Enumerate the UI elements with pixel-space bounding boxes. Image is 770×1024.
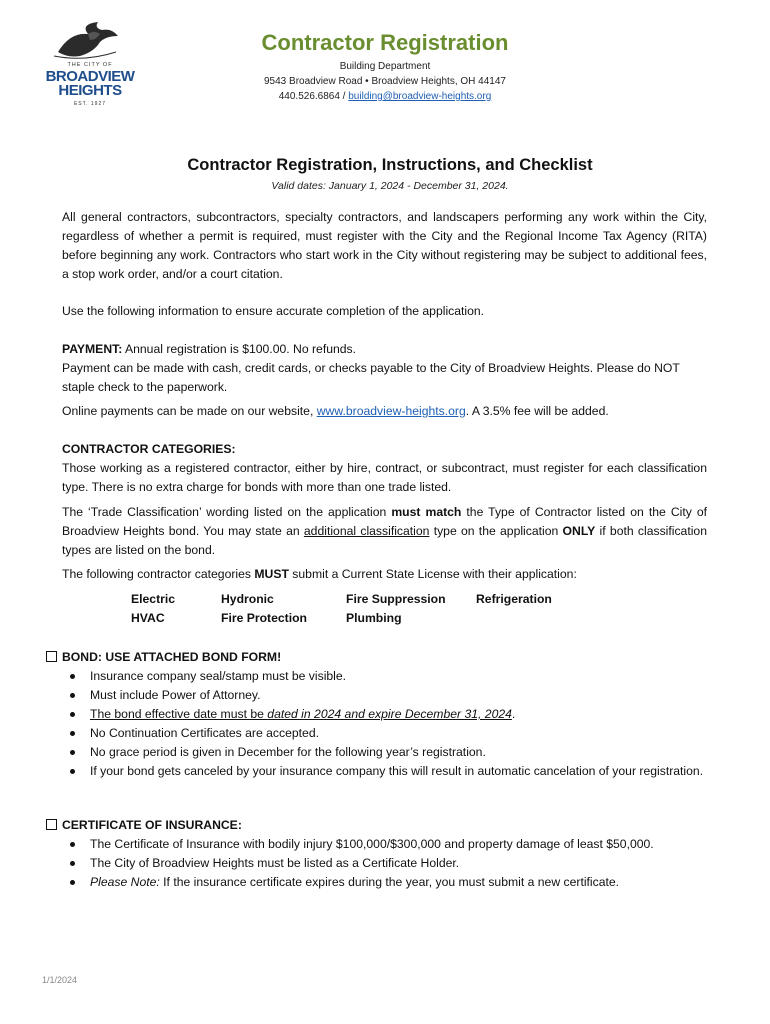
intro-paragraph: All general contractors, subcontractors, specialty contractors, and landscapers performing any work within the City, regardless of whether a permit is required, must register with the City and the Regional Income Tax Agency (RITA) before beginning any work. Contractors who start work in the City without registering may be subject to additional fees, a stop work order, and/or a court citation.	[62, 210, 707, 281]
list-item	[62, 762, 728, 781]
additional-classification-text: additional classification	[303, 524, 430, 538]
categories-heading	[62, 440, 707, 459]
effective-date-text: The bond effective date must be	[90, 707, 268, 721]
footer-date: 1/1/2024	[42, 975, 78, 985]
website-link[interactable]: www.broadview-heights.org	[316, 404, 466, 418]
logo-heights: HEIGHTS	[58, 82, 122, 99]
eagle-icon	[50, 22, 120, 62]
list-item	[62, 854, 728, 873]
list-item-text: No Continuation Certificates are accepted.	[90, 726, 319, 740]
list-item	[62, 724, 728, 743]
category-item: Plumbing	[346, 611, 402, 625]
insurance-heading-text: CERTIFICATE OF INSURANCE:	[62, 818, 242, 832]
use-info-paragraph: Use the following information to ensure accurate completion of the application.	[62, 304, 485, 318]
bullet-icon	[70, 731, 75, 736]
note-label: Please Note:	[90, 875, 160, 889]
only-text: ONLY	[562, 524, 596, 538]
list-item-text: Insurance company seal/stamp must be visible.	[90, 669, 347, 683]
insurance-checkbox[interactable]	[46, 819, 57, 830]
header-department: Building Department	[339, 61, 431, 72]
categories-heading-text: CONTRACTOR CATEGORIES:	[62, 442, 236, 456]
payment-methods: Payment can be made with cash, credit cards, or checks payable to the City of Broadview Heights. Please do NOT staple check to the paperwork.	[62, 361, 680, 394]
category-item: Fire Suppression	[346, 592, 446, 606]
logo-est: EST. 1927	[73, 101, 107, 107]
bond-checkbox[interactable]	[46, 651, 57, 662]
note-text: If the insurance certificate expires during the year, you must submit a new certificate.	[159, 875, 620, 889]
payment-text: Annual registration is $100.00. No refunds.	[122, 342, 357, 356]
header-phone: 440.526.6864 /	[278, 91, 349, 102]
bullet-icon	[70, 861, 75, 866]
list-item	[62, 743, 728, 762]
bond-heading	[46, 648, 691, 667]
header-email-link[interactable]: building@broadview-heights.org	[348, 91, 492, 102]
list-item	[62, 667, 728, 686]
effective-date-end: .	[511, 707, 516, 721]
categories-paragraph-3	[62, 565, 707, 584]
para2-c: the Type of Contractor listed on the City of Broadview Heights bond. You may state an	[62, 505, 708, 538]
para3-a: The following contractor categories	[62, 567, 255, 581]
category-item: Hydronic	[221, 592, 274, 606]
bond-heading-text: BOND: USE ATTACHED BOND FORM!	[62, 650, 282, 664]
logo-broadview: BROADVIEW	[45, 68, 135, 85]
bullet-icon	[70, 842, 75, 847]
online-post: . A 3.5% fee will be added.	[465, 404, 609, 418]
category-item: Refrigeration	[476, 592, 552, 606]
list-item-text: The City of Broadview Heights must be listed as a Certificate Holder.	[90, 856, 460, 870]
list-item	[62, 835, 728, 854]
online-pre: Online payments can be made on our website,	[62, 404, 317, 418]
list-item-text: No grace period is given in December for the following year’s registration.	[90, 745, 486, 759]
header-title: Contractor Registration	[261, 30, 509, 55]
effective-date-italic: dated in 2024 and expire December 31, 2024	[267, 707, 512, 721]
header-contact	[185, 91, 585, 102]
online-payment	[62, 402, 707, 421]
list-item	[62, 686, 728, 705]
logo-city-of: THE CITY OF	[67, 62, 113, 68]
list-item-text: If your bond gets canceled by your insurance company this will result in automatic cancelation of your registration.	[90, 764, 704, 778]
category-item: HVAC	[131, 611, 165, 625]
categories-paragraph-2	[62, 503, 707, 560]
must-text: MUST	[254, 567, 289, 581]
bullet-icon	[70, 674, 75, 679]
list-item	[62, 873, 728, 892]
list-item	[62, 705, 728, 724]
category-item: Fire Protection	[221, 611, 308, 625]
para2-g: if both classification types are listed on the bond.	[62, 524, 707, 557]
bullet-icon	[70, 769, 75, 774]
payment-label: PAYMENT:	[62, 342, 123, 356]
must-match-text: must match	[391, 505, 462, 519]
para2-a: The ‘Trade Classification’ wording listed on the application	[62, 505, 392, 519]
bullet-icon	[70, 880, 75, 885]
insurance-heading	[46, 816, 691, 835]
valid-dates: Valid dates: January 1, 2024 - December 31, 2024.	[271, 180, 509, 192]
bullet-icon	[70, 712, 75, 717]
categories-paragraph-1: Those working as a registered contractor, either by hire, contract, or subcontract, must register for each classification type. There is no extra charge for bonds with more than one trade listed.	[62, 461, 707, 494]
city-logo	[36, 22, 144, 110]
bond-list	[62, 667, 728, 781]
list-item-text: The Certificate of Insurance with bodily injury $100,000/$300,000 and property damage of least $50,000.	[90, 837, 654, 851]
insurance-list	[62, 835, 728, 892]
para3-c: submit a Current State License with their application:	[288, 567, 577, 581]
bullet-icon	[70, 693, 75, 698]
category-item: Electric	[131, 592, 176, 606]
para2-e: type on the application	[429, 524, 563, 538]
document-title: Contractor Registration, Instructions, and Checklist	[187, 156, 593, 174]
list-item-text: Must include Power of Attorney.	[90, 688, 261, 702]
header-address: 9543 Broadview Road • Broadview Heights, OH 44147	[264, 76, 506, 87]
payment-line	[62, 340, 707, 359]
bullet-icon	[70, 750, 75, 755]
